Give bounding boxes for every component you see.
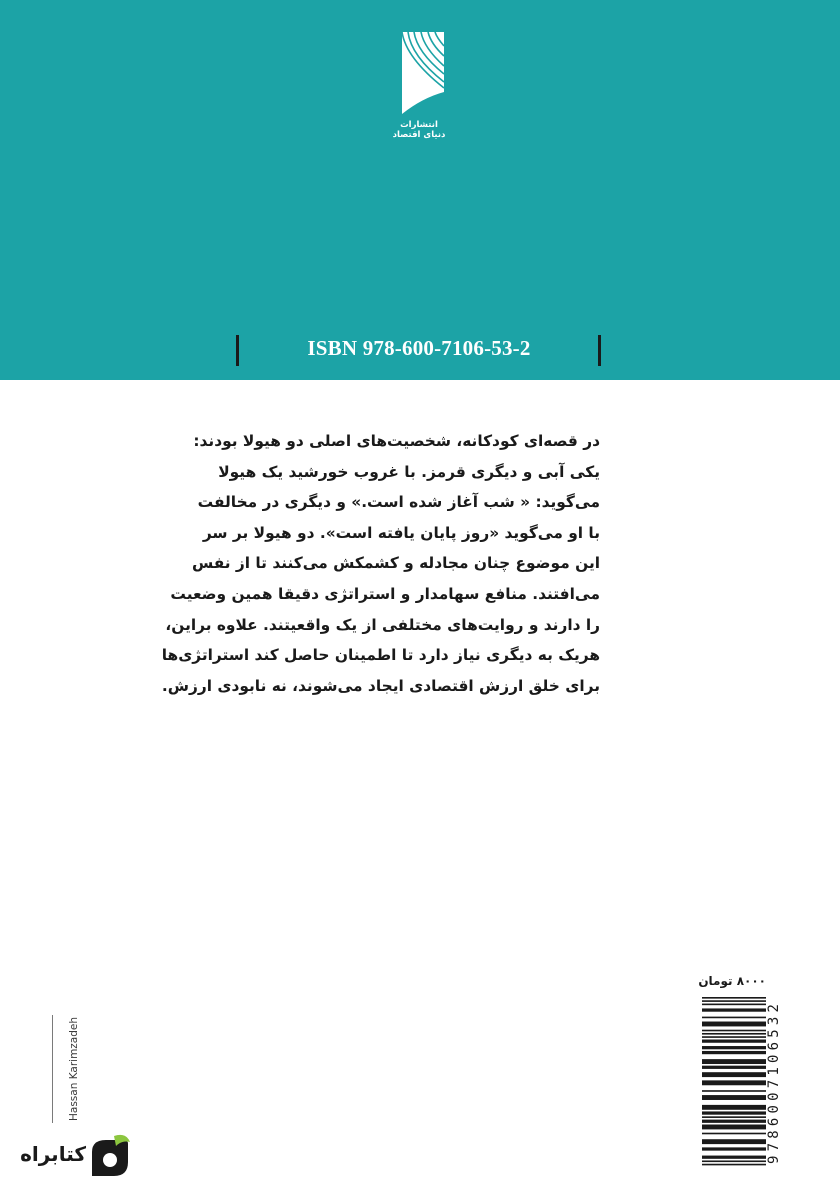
blurb-line: می‌گوید: « شب آغاز شده است.» و دیگری در مخالفت xyxy=(197,493,600,512)
barcode-bar xyxy=(702,1008,766,1011)
designer-credit: Hassan Karimzadeh xyxy=(68,1016,80,1121)
barcode-bar xyxy=(702,1022,766,1027)
barcode-bar xyxy=(702,1125,766,1130)
barcode-bar xyxy=(702,1000,766,1002)
barcode-bar xyxy=(702,1080,766,1085)
barcode-digits: 9786007106532 xyxy=(766,999,782,1164)
publisher-name xyxy=(384,120,454,140)
barcode-bar xyxy=(702,1164,766,1166)
blurb-line: می‌افتند. منافع سهامدار و استراتژی دقیقا همین وضعیت xyxy=(170,584,600,603)
blurb-line: یکی آبی و دیگری قرمز. با غروب خورشید یک هیولا xyxy=(218,462,600,481)
barcode-bar xyxy=(702,1139,766,1144)
isbn-barcode xyxy=(702,997,766,1167)
barcode-bar xyxy=(702,1059,766,1064)
ketabrah-watermark xyxy=(12,1128,132,1188)
isbn-number: ISBN 978-600-7106-53-2 xyxy=(307,336,531,360)
isbn-left-bar xyxy=(236,335,239,366)
barcode-bar xyxy=(702,1095,766,1100)
isbn-right-bar xyxy=(598,335,601,366)
barcode-bar xyxy=(702,1051,766,1054)
blurb-line: در قصه‌ای کودکانه، شخصیت‌های اصلی دو هیولا بودند: xyxy=(193,432,600,450)
blurb-line: را دارند و روایت‌های مختلفی از یک واقعیتند. علاوه براین، xyxy=(165,615,600,634)
barcode-bar xyxy=(702,1036,766,1038)
barcode-bar xyxy=(702,1072,766,1077)
barcode-bar xyxy=(702,1030,766,1032)
barcode-bar xyxy=(702,1017,766,1019)
barcode-bar xyxy=(702,1147,766,1150)
barcode-bar xyxy=(702,1105,766,1110)
blurb-line: برای خلق ارزش اقتصادی ایجاد می‌شوند، نه نابودی ارزش. xyxy=(161,676,600,695)
barcode-bar xyxy=(702,1004,766,1006)
price-label: ۸۰۰۰ تومان xyxy=(698,974,766,988)
barcode-bar xyxy=(702,997,766,999)
barcode-bar xyxy=(702,1116,766,1118)
cover-top-band xyxy=(0,0,840,380)
barcode-bar xyxy=(702,1066,766,1069)
barcode-bar xyxy=(702,1120,766,1123)
book-logo-icon xyxy=(384,28,454,118)
barcode-bar xyxy=(702,1160,766,1162)
blurb-line: این موضوع چنان مجادله و کشمکش می‌کنند تا از نفس xyxy=(191,554,600,573)
ketabrah-logo-icon xyxy=(84,1132,134,1182)
publisher-name-line2: دنیای اقتصاد xyxy=(392,130,446,140)
publisher-logo xyxy=(384,28,454,140)
blurb-line: با او می‌گوید «روز پایان یافته است». دو هیولا بر سر xyxy=(202,523,600,542)
barcode-bar xyxy=(702,1090,766,1092)
barcode-bar xyxy=(702,1156,766,1159)
publisher-name-line1: انتشارات xyxy=(400,120,438,130)
back-cover-blurb xyxy=(161,426,600,701)
barcode-bar xyxy=(702,1046,766,1049)
barcode-bar xyxy=(702,1111,766,1114)
watermark-text: کتابراه xyxy=(20,1142,86,1166)
barcode-bar xyxy=(702,1033,766,1035)
barcode-bar xyxy=(702,1040,766,1043)
blurb-line: هریک به دیگری نیاز دارد تا اطمینان حاصل کند استراتژی‌ها xyxy=(161,646,600,665)
credit-divider xyxy=(52,1015,53,1123)
barcode-bar xyxy=(702,1133,766,1135)
